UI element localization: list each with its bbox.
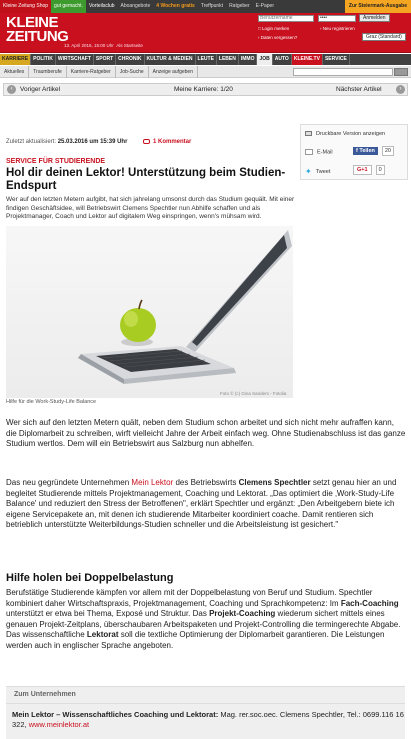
- p2-text-b: des Betriebswirts: [173, 478, 239, 487]
- company-name: Mein Lektor – Wissenschaftliches Coaching und Lektorat:: [12, 710, 219, 719]
- company-text: [12, 710, 407, 730]
- edition-select[interactable]: Graz (Standard): [362, 33, 406, 41]
- article-kicker: SERVICE FÜR STUDIERENDE: [6, 158, 106, 165]
- subnav-job-suche[interactable]: Job-Suche: [116, 66, 149, 78]
- top-link-gut-gemacht[interactable]: gut gemacht.: [51, 0, 86, 13]
- print-label: Druckbare Version anzeigen: [316, 131, 386, 137]
- search-button[interactable]: [394, 68, 408, 76]
- p3-bold-2: Projekt-Coaching: [209, 609, 276, 618]
- top-link-shop[interactable]: Kleine Zeitung Shop: [0, 0, 51, 13]
- nav-item-leute[interactable]: LEUTE: [196, 54, 217, 65]
- remember-login[interactable]: □ Login merken: [258, 26, 290, 31]
- comments-link[interactable]: [143, 139, 191, 145]
- p3-text-c: unterstützt er etwa bei Thema, Exposé und Struktur. Das: [6, 609, 210, 618]
- top-link-gratis[interactable]: 4 Wochen gratis: [156, 3, 195, 9]
- top-link-aboangebote[interactable]: Aboangebote: [120, 3, 151, 9]
- login-panel: [258, 15, 408, 53]
- paragraph-1: Wer sich auf den letzten Metern quält, neben dem Studium schon arbeitet und sich nicht mehr aufraffen kann, die Diplomarbeit zu schreiben, wirft vielleicht Jahre der Arbeit einfach weg. Ohne Studienabschluss ist das ganze Studium wertlos. Dem will ein Betriebswirt aus Salzburg nun abhelfen.: [6, 418, 406, 448]
- p3-text-d: wiederum sichert mittels eines genauen Projekt-Zeitplans, überschaubaren Arbeitspaketen und Projekt-Controlling die termingerechte Abgabe. Das wissenschaftliche: [6, 609, 401, 639]
- facebook-count: 20: [382, 146, 394, 156]
- register-label: Neu registrieren: [322, 26, 355, 31]
- twitter-share[interactable]: [305, 167, 330, 176]
- subnav-aktuelles[interactable]: Aktuelles: [0, 66, 29, 78]
- remember-label: Login merken: [261, 26, 290, 31]
- header-date: [64, 43, 143, 48]
- print-link[interactable]: [305, 131, 385, 137]
- gplus-share[interactable]: [353, 165, 389, 175]
- nav-item-chronik[interactable]: CHRONIK: [116, 54, 144, 65]
- twitter-icon: ✦: [305, 167, 312, 176]
- date-text: 13. April 2016, 15:00 Uhr: [64, 43, 114, 48]
- envelope-icon: [305, 149, 313, 155]
- laptop-apple-image: [6, 226, 293, 398]
- paragraph-2: [6, 478, 406, 531]
- updated-label: Zuletzt aktualisiert:: [6, 139, 57, 145]
- tweet-label: Tweet: [315, 168, 331, 175]
- p3-text-a: Berufstätige Studierende kämpfen vor allem mit der Doppelbelastung von Beruf und Studium. Spechtler kombiniert daher Wirtschaftspraxis, Projektmanagement, Coaching und Sprachkompetenz: Im: [6, 588, 373, 608]
- article-subheading: Hilfe holen bei Doppelbelastung: [6, 572, 174, 584]
- edition-switch-link[interactable]: Zur Steiermark-Ausgabe: [345, 0, 411, 13]
- p2-text-c: setzt genau hier an und begleitet Studierende mittels Projektmanagement, Coaching und Lektorat. „Das optimiert die ‚Work-Study-Life Balance' und reduziert den Stress der Betroffenen", erklärt Spechtler und ergänzt: „Den Arbeitgebern biete ich eigene Servicepakete an, mit denen ich studierende Mitarbeiter koordiniert coache. Damit rentieren sich betrieblich unterstützte Weiterbildungs-Studien schneller und die Arbeitsleistung ist gesichert.": [6, 478, 397, 529]
- forgot-label: Daten vergessen?: [260, 35, 298, 40]
- logo-line-2: ZEITUNG: [6, 28, 69, 45]
- sub-nav: [0, 66, 411, 78]
- facebook-icon: f Teilen: [353, 147, 378, 155]
- nav-item-service[interactable]: SERVICE: [323, 54, 350, 65]
- nav-item-job[interactable]: JOB: [257, 54, 272, 65]
- top-link-vorteilsclub[interactable]: Vorteilsclub: [88, 3, 115, 9]
- next-article-link[interactable]: Nächster Artikel: [336, 86, 382, 93]
- comment-icon: [143, 139, 150, 144]
- password-input[interactable]: ••••: [318, 15, 356, 22]
- subnav-traumberufe[interactable]: Traumberufe: [29, 66, 66, 78]
- share-box: [300, 124, 408, 180]
- company-divider: [6, 703, 405, 704]
- updated-value: 25.03.2016 um 15:39 Uhr: [57, 139, 128, 145]
- comments-count: 1 Kommentar: [153, 139, 192, 146]
- next-arrow-icon[interactable]: ›: [396, 85, 405, 94]
- nav-item-immo[interactable]: IMMO: [239, 54, 258, 65]
- username-input[interactable]: Benutzername: [258, 15, 314, 22]
- nav-item-sport[interactable]: SPORT: [94, 54, 116, 65]
- main-nav: [0, 54, 411, 65]
- nav-item-politik[interactable]: POLITIK: [31, 54, 56, 65]
- nav-item-auto[interactable]: AUTO: [273, 54, 292, 65]
- p3-bold-1: Fach-Coaching: [340, 598, 399, 608]
- nav-item-leben[interactable]: LEBEN: [217, 54, 239, 65]
- p2-text-a: Das neu gegründete Unternehmen: [6, 478, 132, 487]
- nav-item-kultur[interactable]: KULTUR & MEDIEN: [145, 54, 196, 65]
- subnav-anzeige[interactable]: Anzeige aufgeben: [149, 66, 198, 78]
- search-input[interactable]: [293, 68, 393, 76]
- startpage-link[interactable]: Als Startseite: [116, 43, 143, 48]
- p3-text-e: soll die textliche Optimierung der Diplomarbeit garantieren. Die Leistungen werden auch in englischer Sprache angeboten.: [6, 630, 385, 650]
- gplus-count: 0: [376, 165, 385, 175]
- printer-icon: [305, 131, 312, 136]
- gplus-icon: G+1: [353, 165, 372, 175]
- company-contact: Mag. rer.soc.oec. Clemens Spechtler, Tel.: 0699.116 16 322,: [12, 710, 404, 729]
- site-header: [0, 13, 411, 53]
- logo-line-1: KLEINE: [6, 14, 59, 31]
- top-link-epaper[interactable]: E-Paper: [255, 3, 274, 9]
- top-strip: [0, 0, 411, 13]
- email-label: E-Mail: [317, 149, 333, 156]
- article-lead: Wer auf den letzten Metern aufgibt, hat sich jahrelang umsonst durch das Studium gequält. Mit einer findigen Geschäftsidee, will Betriebswirt Clemens Spechtler nun Abhilfe schaffen und als Projektmanager, Coach und Lektor auf digitalem Weg einspringen, wenn's mühsam wird.: [6, 196, 295, 220]
- login-button[interactable]: Anmelden: [359, 14, 390, 22]
- mein-lektor-link[interactable]: Mein Lektor: [131, 478, 174, 487]
- email-share[interactable]: [305, 149, 333, 155]
- top-link-treffpunkt[interactable]: Treffpunkt: [200, 3, 224, 9]
- forgot-link[interactable]: › Daten vergessen?: [258, 35, 298, 40]
- p2-name: Clemens Spechtler: [238, 478, 311, 487]
- nav-item-wirtschaft[interactable]: WIRTSCHAFT: [56, 54, 94, 65]
- pager-position: Meine Karriere: 1/20: [174, 86, 233, 93]
- p3-bold-3: Lektorat: [86, 630, 119, 639]
- site-logo[interactable]: [6, 16, 68, 44]
- company-info-box: [6, 686, 405, 739]
- article-pager: [3, 83, 408, 96]
- article-headline: Hol dir deinen Lektor! Unterstützung beim Studien-Endspurt: [6, 167, 286, 192]
- top-link-ratgeber[interactable]: Ratgeber: [229, 3, 250, 9]
- prev-arrow-icon[interactable]: ‹: [7, 85, 16, 94]
- article-photo[interactable]: [6, 226, 293, 398]
- nav-item-kleinetv[interactable]: KLEINE.TV: [292, 54, 323, 65]
- register-link[interactable]: › Neu registrieren: [320, 26, 355, 31]
- photo-credit: Foto © (c) Gina Sanders - Fotolia: [220, 391, 287, 396]
- photo-caption: Hilfe für die Work-Study-Life Balance: [6, 399, 97, 405]
- facebook-label: Teilen: [359, 148, 375, 154]
- updated-info: [6, 139, 127, 145]
- facebook-share[interactable]: [353, 146, 398, 156]
- company-website-link[interactable]: www.meinlektor.at: [28, 720, 90, 729]
- paragraph-3: [6, 588, 406, 651]
- prev-article-link[interactable]: Voriger Artikel: [20, 86, 61, 93]
- subnav-karriere-ratgeber[interactable]: Karriere-Ratgeber: [67, 66, 116, 78]
- nav-item-karriere[interactable]: KARRIERE: [0, 54, 31, 65]
- company-heading: Zum Unternehmen: [14, 691, 76, 698]
